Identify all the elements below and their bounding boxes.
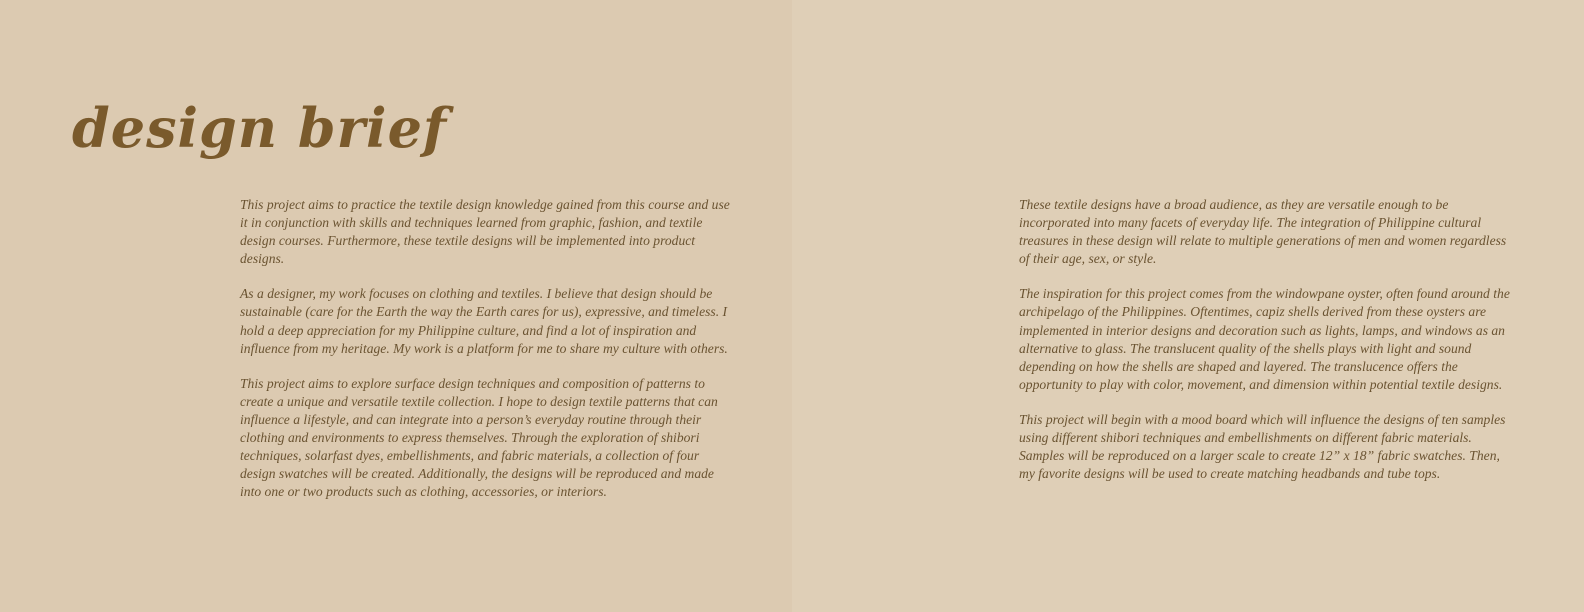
paragraph-inspiration: The inspiration for this project comes from the windowpane oyster, often found around the archipelago of the Philippines. Oftentimes, capiz shells derived from these oysters are implemented in interior designs and decoration such as lights, lamps, and windows as an alternative to glass. The translucent quality of the shells plays with light and sound depending on how the shells are shaped and layered. The translucence offers the opportunity to play with color, movement, and dimension within potential textile designs.: [1019, 286, 1510, 392]
paragraph-audience: These textile designs have a broad audience, as they are versatile enough to be incorporated into many facets of everyday life. The integration of Philippine cultural treasures in these design will relate to multiple generations of men and women regardless of their age, sex, or style.: [1019, 197, 1507, 267]
paragraph-process: This project will begin with a mood board which will influence the designs of ten samples using different shibori techniques and embellishments on different fabric materials. Samples will be reproduced on a larger scale to create 12” x 18” fabric swatches. Then, my favorite designs will be used to create matching headbands and tube tops.: [1019, 411, 1506, 482]
paragraph-purpose: This project aims to practice the textile design knowledge gained from this course and use it in conjunction with skills and techniques learned from graphic, fashion, and textile design courses. Furthermore, these textile designs will be implemented into product designs.: [240, 197, 730, 267]
paragraph-project-goals: This project aims to explore surface design techniques and composition of patterns to create a unique and versatile textile collection. I hope to design textile patterns that can influence a lifestyle, and can integrate into a person’s everyday routine through their clothing and environments to express themselves. Through the exploration of shibori techniques, solarfast dyes, embellishments, and fabric materials, a collection of four design swatches will be created. Additionally, the designs will be reproduced and made into one or two products such as clothing, accessories, or interiors.: [240, 375, 718, 500]
left-text-column: [240, 196, 730, 518]
page-title: design brief: [72, 96, 448, 160]
paragraph-designer-statement: As a designer, my work focuses on clothing and textiles. I believe that design should be sustainable (care for the Earth the way the Earth cares for us), expressive, and timeless. I hold a deep appreciation for my Philippine culture, and find a lot of inspiration and influence from my heritage. My work is a platform for me to share my culture with others.: [240, 286, 728, 356]
right-text-column: [1019, 196, 1519, 500]
